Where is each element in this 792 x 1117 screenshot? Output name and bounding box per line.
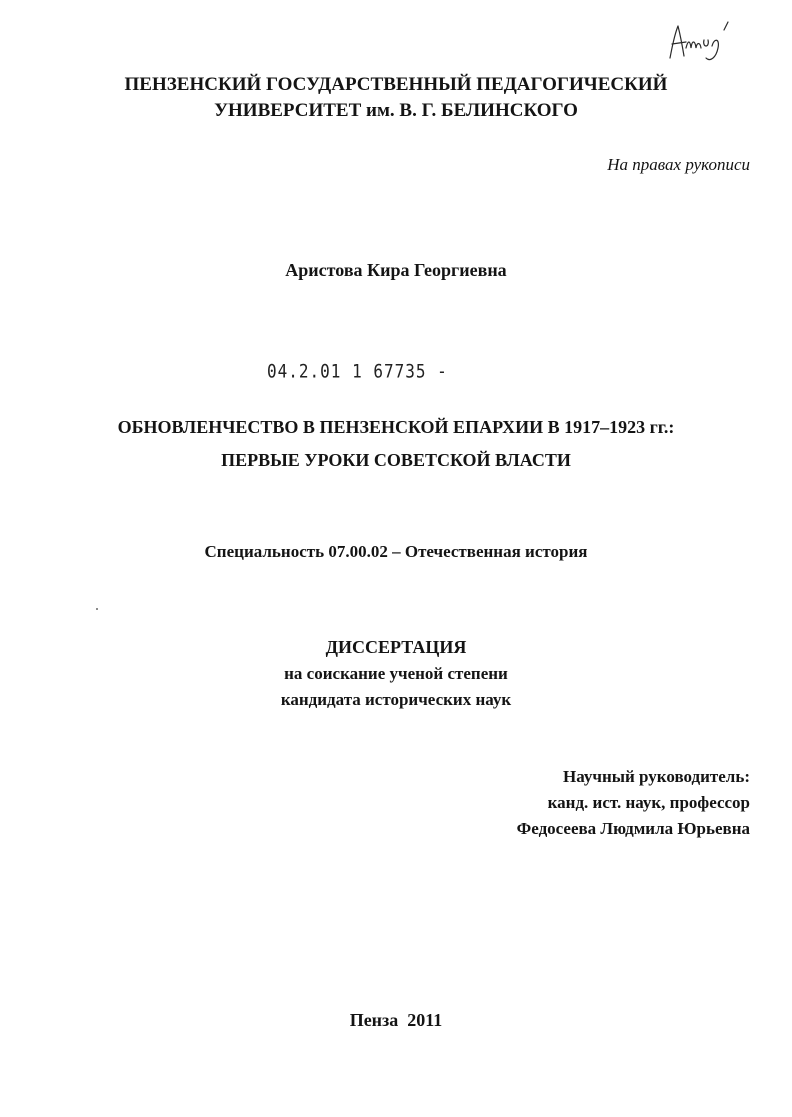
manuscript-note: На правах рукописи [607,155,750,174]
degree-line-1: на соискание ученой степени [284,664,508,683]
scan-speck [96,608,98,610]
degree-line-2: кандидата исторических наук [280,690,512,709]
dissertation-heading: ДИССЕРТАЦИЯ [325,637,467,657]
institution-line-2: УНИВЕРСИТЕТ им. В. Г. БЕЛИНСКОГО [214,100,578,121]
title-line-1: ОБНОВЛЕНЧЕСТВО В ПЕНЗЕНСКОЙ ЕПАРХИИ В 1917–1923 гг.: [117,417,675,437]
registration-stamp: 04.2.01 1 67735 - [267,360,448,382]
supervisor-degree: канд. ист. наук, профессор [547,793,750,812]
specialty: Специальность 07.00.02 – Отечественная история [204,542,588,561]
title-line-2: ПЕРВЫЕ УРОКИ СОВЕТСКОЙ ВЛАСТИ [221,450,571,470]
supervisor-label: Научный руководитель: [563,767,750,786]
institution-line-1: ПЕНЗЕНСКИЙ ГОСУДАРСТВЕННЫЙ ПЕДАГОГИЧЕСКИЙ [124,74,668,95]
author-name: Аристова Кира Георгиевна [285,260,507,280]
supervisor-name: Федосеева Людмила Юрьевна [516,819,750,838]
signature-mark [660,18,740,66]
place-year: Пенза 2011 [349,1010,443,1030]
